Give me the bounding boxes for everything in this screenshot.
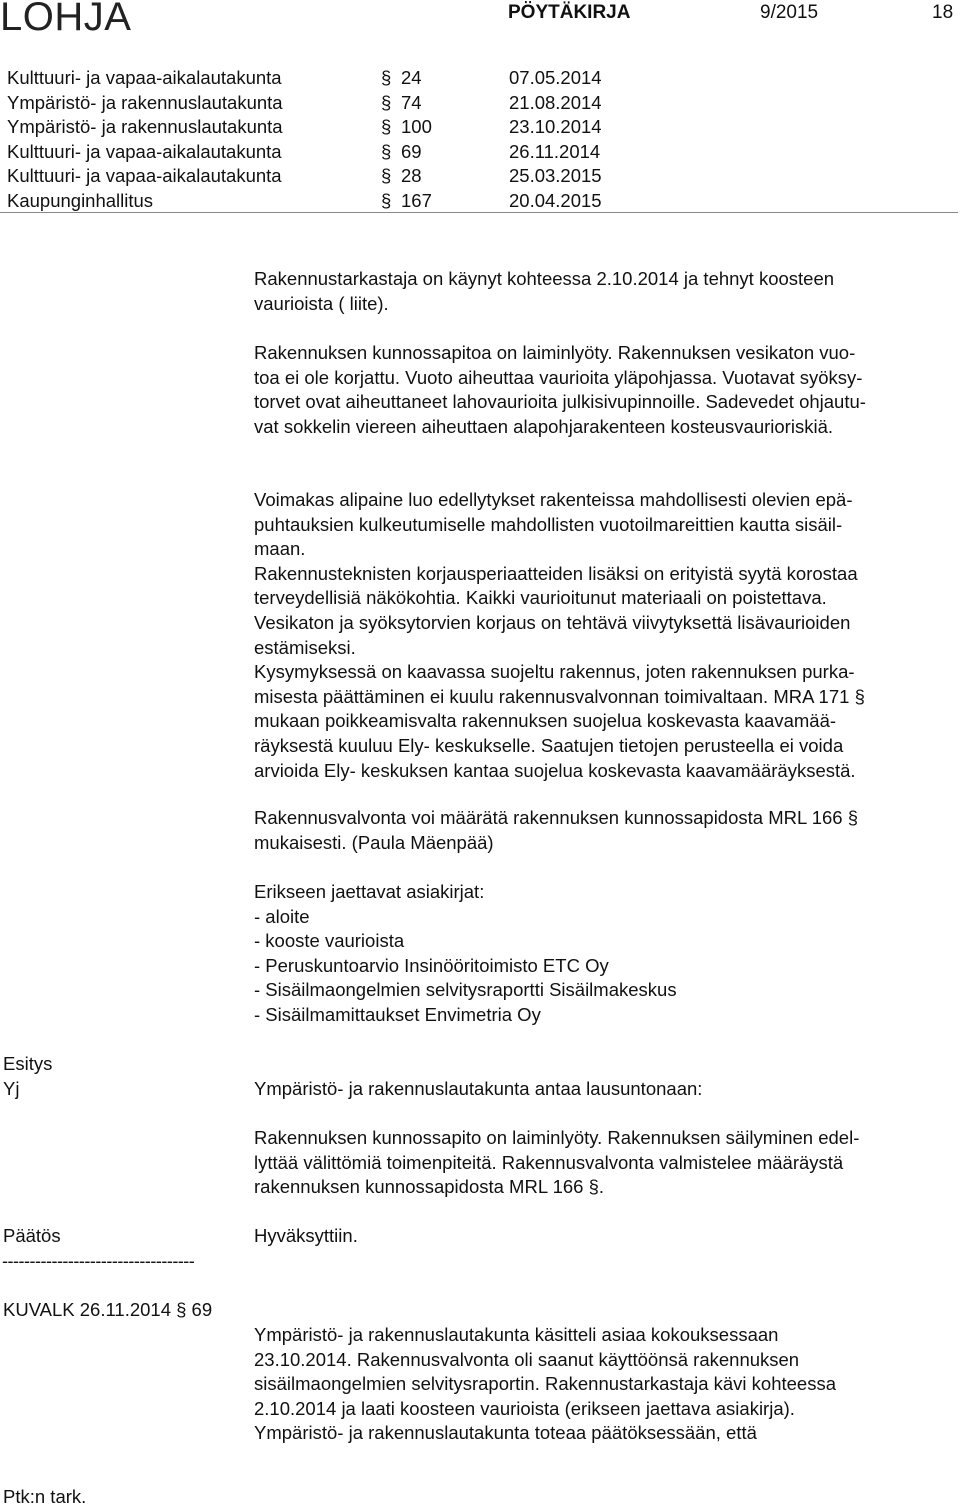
section-sign: §: [381, 91, 392, 113]
paragraph-repair: [254, 611, 954, 783]
history-org: Kulttuuri- ja vapaa-aikalautakunta: [7, 140, 282, 162]
section-sign: §: [381, 116, 392, 138]
section-sign: §: [381, 189, 392, 211]
text-line: Kysymyksessä on kaavassa suojeltu rakennus, joten rakennuksen purka-: [254, 661, 855, 683]
list-item: - Sisäilmamittaukset Envimetria Oy: [254, 1003, 541, 1025]
history-number: 28: [401, 165, 422, 187]
esitys-lead: [254, 1077, 954, 1102]
text-line: Rakennusvalvonta voi määrätä rakennuksen kunnossapidosta MRL 166 §: [254, 807, 859, 828]
history-number: 74: [401, 91, 422, 113]
attachments-heading: Erikseen jaettavat asiakirjat:: [254, 881, 485, 902]
history-number: 69: [401, 140, 422, 162]
list-item: - kooste vaurioista: [254, 930, 405, 952]
text-line: vaurioista ( liite).: [254, 292, 389, 314]
section-sign: §: [381, 140, 392, 162]
section-sign: §: [381, 67, 392, 88]
list-item: - Sisäilmaongelmien selvitysraportti Sisäilmakeskus: [254, 979, 677, 1001]
history-date: 23.10.2014: [509, 116, 602, 138]
history-org: Kaupunginhallitus: [7, 189, 154, 211]
issue-number: 9/2015: [760, 2, 819, 23]
esitys-label: Esitys: [3, 1053, 53, 1074]
history-row: [0, 189, 960, 214]
paragraph-maintenance: [254, 341, 954, 439]
text-line: torvet ovat aiheuttaneet lahovaurioita julkisivupinnoille. Sadevedet ohjautu-: [254, 391, 866, 413]
text-line: vat sokkelin viereen aiheuttaen alapohjarakenteen kosteusvaurioriskiä.: [254, 415, 833, 437]
text-line: räyksestä kuuluu Ely- keskukselle. Saatujen tietojen perusteella ei voida: [254, 734, 844, 756]
paragraph-order: [254, 806, 954, 855]
text-line: 2.10.2014 ja laati koosteen vaurioista (erikseen jaettava asiakirja).: [254, 1397, 795, 1419]
text-line: Rakennuksen kunnossapito on laiminlyöty. Rakennuksen säilyminen edel-: [254, 1127, 860, 1148]
document-type: PÖYTÄKIRJA: [508, 2, 631, 23]
history-number: 24: [401, 67, 422, 88]
text-line: estämiseksi.: [254, 636, 356, 658]
text-line: lyttää välittömiä toimenpiteitä. Rakennusvalvonta valmistelee määräystä: [254, 1151, 844, 1173]
footer-review-label: Ptk:n tark.: [3, 1486, 87, 1507]
history-number: 100: [401, 116, 432, 138]
esitys-proposal: [254, 1126, 954, 1200]
history-table: [0, 66, 960, 214]
text-line: Rakennuksen kunnossapitoa on laiminlyöty. Rakennuksen vesikaton vuo-: [254, 342, 856, 363]
history-row: [0, 66, 960, 91]
section-sign: §: [381, 165, 392, 187]
history-org: Kulttuuri- ja vapaa-aikalautakunta: [7, 67, 282, 88]
history-row: [0, 164, 960, 189]
text-line: 23.10.2014. Rakennusvalvonta oli saanut käyttöönsä rakennuksen: [254, 1348, 800, 1370]
history-date: 25.03.2015: [509, 165, 602, 187]
paragraph-inspection: [254, 267, 954, 316]
separator-line: -----------------------------------: [2, 1251, 195, 1271]
text-line: Rakennustarkastaja on käynyt kohteessa 2.10.2014 ja tehnyt koosteen: [254, 268, 835, 289]
text-line: sisäilmaongelmien selvitysraportin. Rakennustarkastaja kävi kohteessa: [254, 1373, 837, 1395]
list-item: - aloite: [254, 905, 310, 927]
text-line: Ympäristö- ja rakennuslautakunta antaa lausuntonaan:: [254, 1078, 703, 1099]
history-number: 167: [401, 189, 432, 211]
history-org: Ympäristö- ja rakennuslautakunta: [7, 116, 283, 138]
page-number: 18: [932, 2, 954, 23]
text-line: Ympäristö- ja rakennuslautakunta toteaa päätöksessään, että: [254, 1422, 757, 1444]
text-line: Ympäristö- ja rakennuslautakunta käsitteli asiaa kokouksessaan: [254, 1324, 779, 1345]
paatos-text: [254, 1224, 954, 1249]
text-line: toa ei ole korjattu. Vuoto aiheuttaa vaurioita yläpohjassa. Vuotavat syöksy-: [254, 366, 863, 388]
text-line: mukaan poikkeamisvalta rakennuksen suojelua koskevasta kaavamää-: [254, 710, 837, 732]
esitys-sublabel: Yj: [3, 1078, 20, 1099]
history-org: Ympäristö- ja rakennuslautakunta: [7, 91, 283, 113]
paragraph-air-pressure: [254, 488, 954, 611]
history-row: [0, 140, 960, 165]
text-line: arvioida Ely- keskuksen kantaa suojelua koskevasta kaavamääräyksestä.: [254, 759, 856, 781]
attachments-list: [254, 880, 954, 1028]
text-line: misesta päättäminen ei kuulu rakennusvalvonnan toimivaltaan. MRA 171 §: [254, 685, 865, 707]
logo: LOHJA: [0, 0, 132, 39]
kuvalk-text: [254, 1323, 954, 1446]
text-line: maan.: [254, 538, 306, 560]
history-row: [0, 115, 960, 140]
text-line: puhtauksien kulkeutumiselle mahdollisten vuotoilmareittien kautta sisäil-: [254, 513, 843, 535]
history-date: 21.08.2014: [509, 91, 602, 113]
history-org: Kulttuuri- ja vapaa-aikalautakunta: [7, 165, 282, 187]
text-line: Vesikaton ja syöksytorvien korjaus on tehtävä viivytyksettä lisävaurioiden: [254, 612, 851, 633]
text-line: mukaisesti. (Paula Mäenpää): [254, 831, 494, 853]
list-item: - Peruskuntoarvio Insinööritoimisto ETC Oy: [254, 954, 609, 976]
kuvalk-label: KUVALK 26.11.2014 § 69: [3, 1299, 213, 1320]
text-line: Voimakas alipaine luo edellytykset rakenteissa mahdollisesti olevien epä-: [254, 489, 853, 510]
history-row: [0, 91, 960, 116]
history-date: 07.05.2014: [509, 67, 602, 88]
history-date: 20.04.2015: [509, 189, 602, 211]
text-line: Rakennusteknisten korjausperiaatteiden lisäksi on erityistä syytä korostaa: [254, 562, 858, 584]
history-divider: [0, 212, 958, 213]
text-line: terveydellisiä näkökohtia. Kaikki vaurioitunut materiaali on poistettava.: [254, 587, 827, 609]
history-date: 26.11.2014: [509, 140, 601, 162]
text-line: rakennuksen kunnossapidosta MRL 166 §.: [254, 1176, 605, 1198]
text-line: Hyväksyttiin.: [254, 1225, 358, 1246]
paatos-label: Päätös: [3, 1225, 61, 1246]
